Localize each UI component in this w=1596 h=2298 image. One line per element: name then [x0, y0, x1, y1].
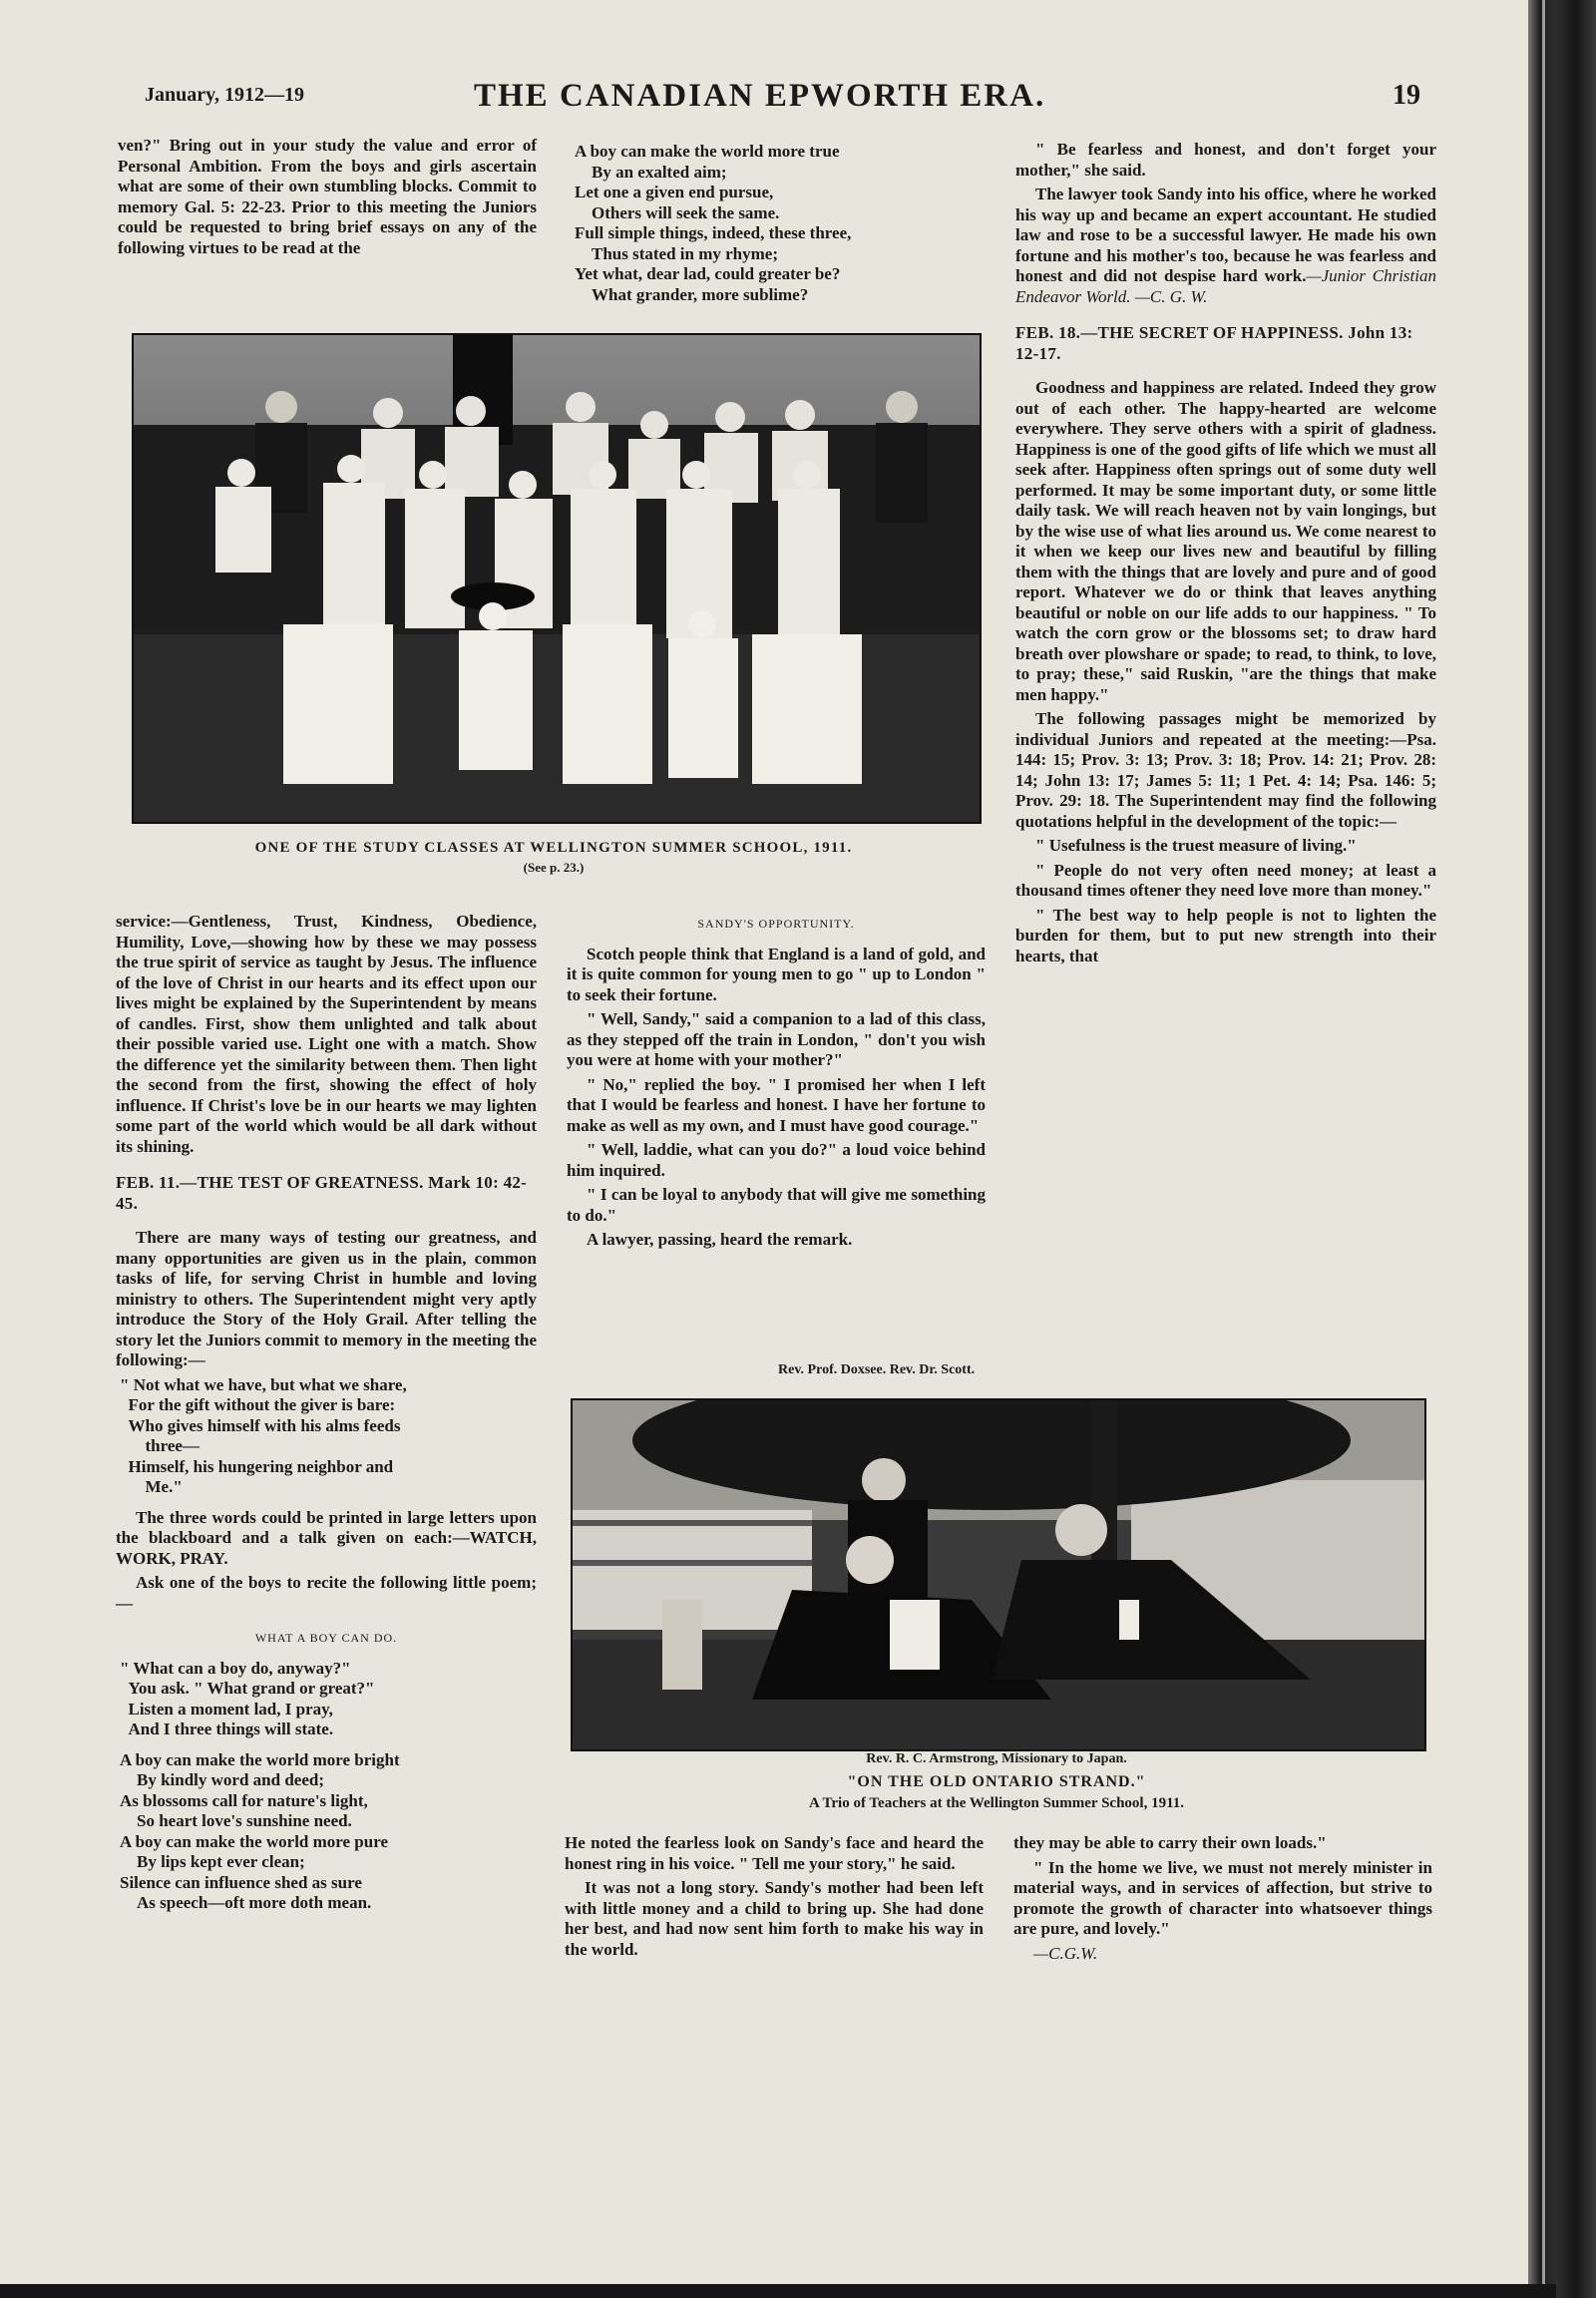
poem-line: What grander, more sublime?	[575, 284, 809, 304]
section-heading: FEB. 18.—THE SECRET OF HAPPINESS. John 13: 12-17.	[1015, 323, 1413, 363]
column-1-top	[118, 136, 537, 262]
poem-line: So heart love's sunshine need.	[120, 1811, 352, 1830]
paragraph: " People do not very often need money; at least a thousand times oftener they need love more than money."	[1015, 860, 1436, 900]
paragraph: ven?" Bring out in your study the value and error of Personal Ambition. From the boys and girls ascertain what are some of their own stumbling blocks. Commit to memory Gal. 5: 22-23. Prior to this meeting the Juniors could be requested to bring brief essays on any of the following virtues to be read at the	[118, 136, 537, 257]
paragraph: " Well, laddie, what can you do?" a loud voice behind him inquired.	[567, 1140, 986, 1180]
poem-line: Others will seek the same.	[575, 202, 780, 222]
poem-line: Me."	[120, 1477, 183, 1496]
section-heading: FEB. 11.—THE TEST OF GREATNESS. Mark 10: 42-45.	[116, 1173, 528, 1213]
paragraph: " Well, Sandy," said a companion to a lad of this class, as they stepped off the train in London, " don't you wish you were at home with your mother?"	[567, 1009, 986, 1069]
poem-stanza	[120, 1750, 537, 1914]
photo-label-bottom: Rev. R. C. Armstrong, Missionary to Japan.	[866, 1751, 1127, 1766]
header-date: January, 1912—19	[145, 84, 305, 106]
column-3	[1015, 140, 1436, 970]
teachers-photo	[571, 1398, 1426, 1751]
book-binding-edge	[1528, 0, 1596, 2298]
poem-line: And I three things will state.	[120, 1720, 334, 1738]
column-2-bottom	[565, 1833, 984, 1964]
photo-subcaption: (See p. 23.)	[523, 860, 585, 875]
paragraph: The following passages might be memorized by individual Juniors and repeated at the meeting:—Psa. 144: 15; Prov. 3: 13; Prov. 3: 18; Prov. 14: 21; Prov. 28: 14; John 13: 17; James 5: 11; 1 Pet. 4: 14; Psa. 146: 5; Prov. 29: 18. The Superintendent may find the following quotations helpful in the development of the topic:—	[1015, 709, 1436, 831]
paragraph: Ask one of the boys to recite the following little poem;—	[116, 1573, 537, 1613]
paragraph: A lawyer, passing, heard the remark.	[587, 1230, 853, 1249]
paragraph: It was not a long story. Sandy's mother had been left with little money and a child to bring up. She had done her best, and had now sent him forth to make his way in the world.	[565, 1878, 984, 1959]
paragraph: The three words could be printed in large letters upon the blackboard and a talk given on each:—WATCH, WORK, PRAY.	[116, 1507, 537, 1568]
poem-line: As speech—oft more doth mean.	[120, 1893, 372, 1912]
poem-line: A boy can make the world more true	[575, 142, 840, 161]
poem-title: WHAT A BOY CAN DO.	[254, 1631, 398, 1645]
photo-caption: "ON THE OLD ONTARIO STRAND."	[847, 1773, 1146, 1790]
photo-subcaption: A Trio of Teachers at the Wellington Summer School, 1911.	[809, 1795, 1184, 1811]
poem-line: Listen a moment lad, I pray,	[120, 1699, 333, 1719]
teachers-photo-illustration	[573, 1400, 1424, 1749]
column-2-top	[571, 138, 990, 315]
poem-line: By kindly word and deed;	[120, 1770, 324, 1789]
poem-line: Himself, his hungering neighbor and	[120, 1456, 394, 1476]
photo-label-top: Rev. Prof. Doxsee. Rev. Dr. Scott.	[778, 1362, 976, 1377]
paragraph: Goodness and happiness are related. Indeed they grow out of each other. The happy-hearted are welcome everywhere. They serve others with a spirit of gladness. Happiness is one of the good gifts of life which we must all seek after. Happiness often springs out of some duty well performed. It may be some important duty, or some little daily task. We will reach heaven not by vain longings, but by the wise use of what lies around us. We come nearest to it when we keep our lives new and beautiful by filling them with the things that are lovely and pure and of good report. Whatever we do or think that leaves anything beautiful or noble on our life adds to our happiness. " To watch the corn grow or the blossoms set; to draw hard breath over plowshare or spade; to read, to think, to love, to pray; these," said Ruskin, "are the things that make men happy."	[1015, 378, 1436, 704]
study-class-photo	[132, 333, 982, 824]
page-number: 19	[1393, 80, 1420, 111]
poem-line: Who gives himself with his alms feeds	[120, 1415, 401, 1435]
poem-line: As blossoms call for nature's light,	[120, 1790, 368, 1810]
paragraph: Scotch people think that England is a land of gold, and it is quite common for young men to go " up to London " to seek their fortune.	[567, 944, 986, 1004]
paragraph: There are many ways of testing our greatness, and many opportunities are given us in the plain, common tasks of life, for serving Christ in humble and loving ministry to others. The Superintendent might very aptly introduce the Story of the Holy Grail. After telling the story let the Juniors commit to memory in the meeting the following:—	[116, 1228, 537, 1369]
poem-line: For the gift without the giver is bare:	[120, 1395, 396, 1414]
poem-line: A boy can make the world more bright	[120, 1749, 400, 1769]
poem-stanza	[575, 142, 990, 305]
paragraph: " Usefulness is the truest measure of living."	[1035, 836, 1357, 855]
paragraph: The lawyer took Sandy into his office, where he worked his way up and became an expert accountant. He studied law and rose to be a successful lawyer. He made his own fortune and his mother's too, because he was fearless and honest and did not despise hard work.—Junior Christian Endeavor World. —C. G. W.	[1015, 185, 1436, 306]
page-bottom-edge	[0, 2284, 1556, 2298]
photo-caption: ONE OF THE STUDY CLASSES AT WELLINGTON SUMMER SCHOOL, 1911.	[254, 840, 853, 856]
paragraph: " I can be loyal to anybody that will give me something to do."	[567, 1185, 986, 1225]
poem-line: You ask. " What grand or great?"	[120, 1679, 375, 1698]
poem-stanza	[120, 1375, 537, 1498]
poem-line: Full simple things, indeed, these three,	[575, 223, 852, 242]
poem-line: Silence can influence shed as sure	[120, 1872, 362, 1892]
poem-stanza	[120, 1659, 537, 1740]
poem-line: Thus stated in my rhyme;	[575, 243, 779, 263]
poem-line: Let one a given end pursue,	[575, 183, 774, 201]
header-title: THE CANADIAN EPWORTH ERA.	[474, 78, 1046, 114]
group-photo-illustration	[134, 335, 980, 822]
story-title: SANDY'S OPPORTUNITY.	[697, 917, 855, 931]
poem-line: three—	[120, 1436, 200, 1455]
poem-line: Yet what, dear lad, could greater be?	[575, 264, 841, 283]
poem-line: By an exalted aim;	[575, 162, 727, 182]
paragraph: " No," replied the boy. " I promised her when I left that I would be fearless and honest. I have her fortune to make as well as my own, and I must have good courage."	[567, 1074, 986, 1135]
paragraph: " In the home we live, we must not merely minister in material ways, and in services of affection, but strive to promote the growth of character into whatsoever things are pure, and lovely."	[1013, 1857, 1432, 1938]
column-1	[116, 912, 537, 1924]
poem-line: " Not what we have, but what we share,	[120, 1374, 407, 1394]
poem-line: A boy can make the world more pure	[120, 1831, 389, 1851]
poem-line: By lips kept ever clean;	[120, 1852, 305, 1871]
column-2	[567, 910, 986, 1255]
paragraph: " Be fearless and honest, and don't forget your mother," she said.	[1015, 140, 1436, 180]
signature: —Junior Christian Endeavor World. —C. G. W.	[1015, 266, 1436, 306]
paragraph: service:—Gentleness, Trust, Kindness, Obedience, Humility, Love,—showing how by these we may possess the true spirit of service as taught by Jesus. The influence of the love of Christ in our hearts and its effect upon our lives might be explained by the Superintendent by means of candles. First, show them unlighted and talk about their possible varied use. Light one with a match. Show the difference yet the similarity between them. Then light the second from the first, showing the effect of holy influence. If Christ's love be in our hearts we may lighten some part of the world which would be all dark without its shining.	[116, 912, 537, 1156]
signature: —C.G.W.	[1033, 1943, 1098, 1963]
page-header	[0, 78, 1556, 118]
paragraph: they may be able to carry their own loads."	[1013, 1833, 1327, 1852]
paragraph: " The best way to help people is not to lighten the burden for them, but to put new strength into their hearts, that	[1015, 905, 1436, 965]
poem-line: " What can a boy do, anyway?"	[120, 1658, 351, 1678]
paragraph: He noted the fearless look on Sandy's face and heard the honest ring in his voice. " Tell me your story," he said.	[565, 1833, 984, 1873]
column-3-bottom	[1013, 1833, 1432, 1964]
